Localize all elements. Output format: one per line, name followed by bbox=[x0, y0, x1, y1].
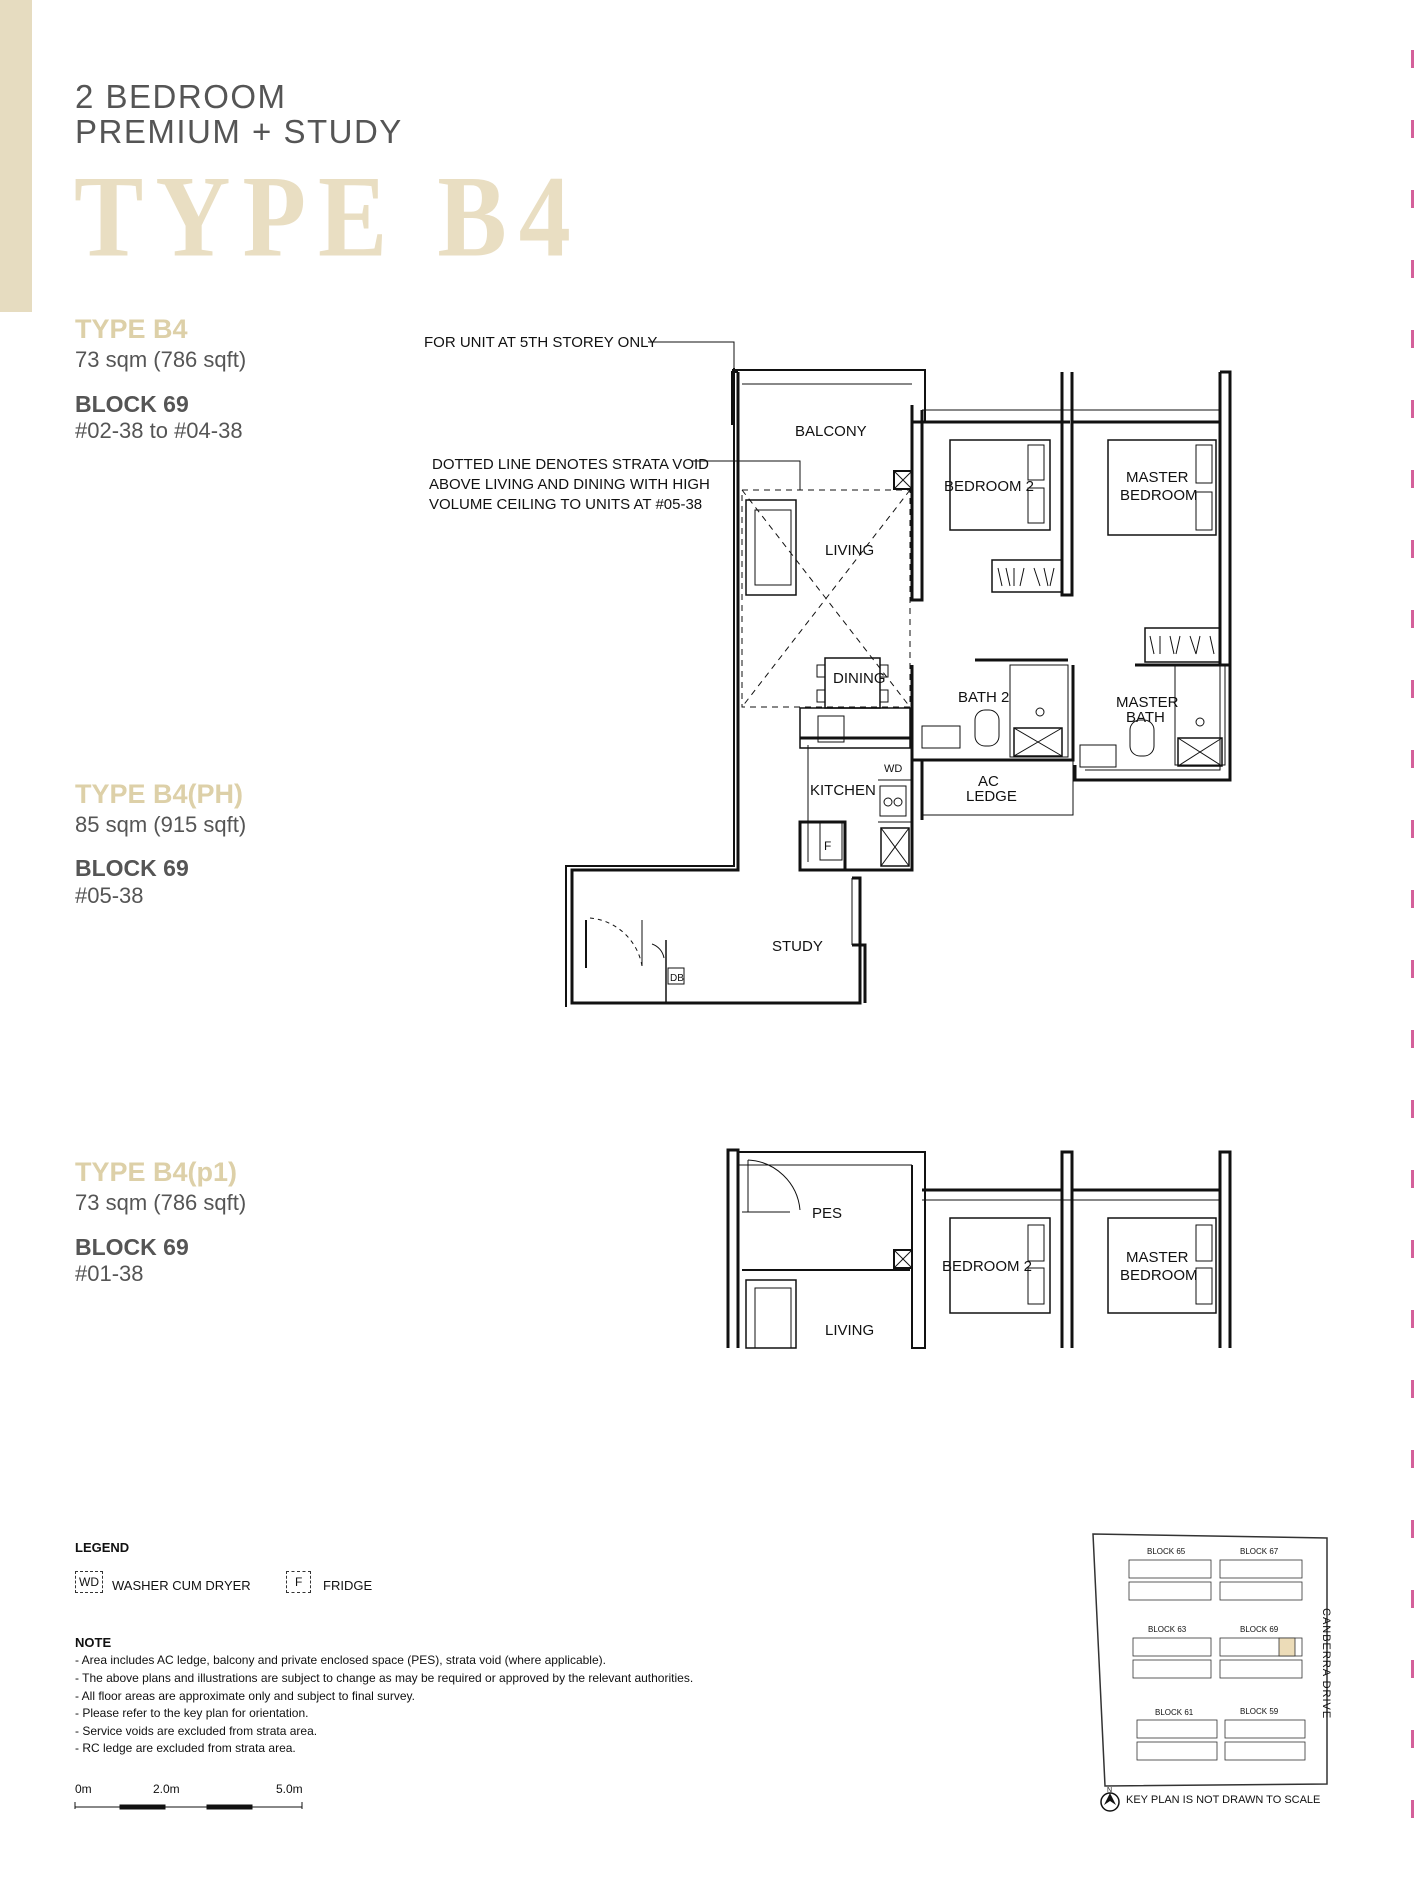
section-block: BLOCK 69 bbox=[75, 855, 189, 881]
section-type-b4p1: TYPE B4(p1) bbox=[75, 1157, 238, 1187]
keyplan-block-69: BLOCK 69 bbox=[1240, 1625, 1279, 1634]
room-label-bedroom2: BEDROOM 2 bbox=[944, 478, 1035, 495]
header-line1: 2 BEDROOM bbox=[75, 78, 287, 115]
annotation-5th-storey: FOR UNIT AT 5TH STOREY ONLY bbox=[424, 334, 658, 351]
key-plan bbox=[1085, 1530, 1335, 1800]
floor-plan-b4-p1 bbox=[0, 1140, 1418, 1360]
legend-title: LEGEND bbox=[75, 1540, 130, 1555]
type-title: TYPE B4 bbox=[74, 152, 583, 282]
note-line: - RC ledge are excluded from strata area. bbox=[75, 1741, 296, 1755]
note-title: NOTE bbox=[75, 1635, 112, 1650]
room-label-master-bedroom-p1-1: MASTER bbox=[1126, 1249, 1189, 1266]
legend-code-wd: WD bbox=[75, 1571, 103, 1593]
section-units: #02-38 to #04-38 bbox=[75, 418, 243, 443]
keyplan-block-65: BLOCK 65 bbox=[1147, 1547, 1186, 1556]
section-units: #01-38 bbox=[75, 1261, 144, 1286]
room-label-dining: DINING bbox=[833, 670, 886, 687]
room-label-bedroom2-p1: BEDROOM 2 bbox=[942, 1258, 1033, 1275]
keyplan-block-59: BLOCK 59 bbox=[1240, 1707, 1279, 1716]
section-area: 73 sqm (786 sqft) bbox=[75, 1190, 247, 1215]
room-label-bath2: BATH 2 bbox=[958, 689, 1010, 706]
section-type-b4ph: TYPE B4(PH) bbox=[75, 779, 244, 809]
annotation-void-line1: DOTTED LINE DENOTES STRATA VOID bbox=[432, 456, 709, 473]
legend-label-wd: WASHER CUM DRYER bbox=[112, 1578, 251, 1593]
room-label-master-bath-1: MASTER bbox=[1116, 694, 1179, 711]
annotation-void-line2: ABOVE LIVING AND DINING WITH HIGH bbox=[429, 476, 710, 493]
room-label-pes: PES bbox=[812, 1205, 843, 1222]
annotation-void-line3: VOLUME CEILING TO UNITS AT #05-38 bbox=[429, 496, 703, 513]
scale-bar bbox=[70, 1797, 310, 1813]
north-arrow-icon bbox=[1097, 1786, 1123, 1814]
note-line: - All floor areas are approximate only and subject to final survey. bbox=[75, 1689, 415, 1703]
room-label-master-bedroom-1: MASTER bbox=[1126, 469, 1189, 486]
room-label-balcony: BALCONY bbox=[795, 423, 867, 440]
section-area: 85 sqm (915 sqft) bbox=[75, 812, 247, 837]
legend-code-f: F bbox=[286, 1571, 311, 1593]
scale-label-2: 2.0m bbox=[153, 1782, 180, 1796]
header-line2: PREMIUM + STUDY bbox=[75, 113, 403, 150]
room-label-master-bath-2: BATH bbox=[1126, 709, 1165, 726]
legend-label-f: FRIDGE bbox=[323, 1578, 373, 1593]
section-area: 73 sqm (786 sqft) bbox=[75, 347, 247, 372]
room-label-master-bedroom-p1-2: BEDROOM bbox=[1120, 1267, 1198, 1284]
note-line: - Please refer to the key plan for orientation. bbox=[75, 1706, 309, 1720]
road-label: CANBERRA DRIVE bbox=[1320, 1608, 1332, 1720]
keyplan-block-63: BLOCK 63 bbox=[1148, 1625, 1187, 1634]
keyplan-block-67: BLOCK 67 bbox=[1240, 1547, 1279, 1556]
room-label-db: DB bbox=[670, 973, 684, 984]
section-units: #05-38 bbox=[75, 883, 144, 908]
note-line: - The above plans and illustrations are subject to change as may be required or approved by the relevant authorities. bbox=[75, 1671, 694, 1685]
room-label-master-bedroom-2: BEDROOM bbox=[1120, 487, 1198, 504]
note-line: - Service voids are excluded from strata area. bbox=[75, 1724, 318, 1738]
room-label-living-p1: LIVING bbox=[825, 1322, 875, 1339]
scale-label-0: 0m bbox=[75, 1782, 92, 1796]
north-label: N bbox=[1107, 1787, 1113, 1794]
room-label-kitchen: KITCHEN bbox=[810, 782, 876, 799]
scale-label-5: 5.0m bbox=[276, 1782, 303, 1796]
room-label-study: STUDY bbox=[772, 938, 823, 955]
keyplan-block-61: BLOCK 61 bbox=[1155, 1708, 1194, 1717]
section-block: BLOCK 69 bbox=[75, 391, 189, 417]
note-line: - Area includes AC ledge, balcony and private enclosed space (PES), strata void (where applicable). bbox=[75, 1653, 606, 1667]
room-label-wd: WD bbox=[884, 763, 903, 775]
keyplan-highlight-unit bbox=[1279, 1638, 1295, 1656]
section-type-b4: TYPE B4 bbox=[75, 314, 188, 344]
room-label-living: LIVING bbox=[825, 542, 875, 559]
room-label-ac-ledge-1: AC bbox=[978, 773, 999, 790]
section-block: BLOCK 69 bbox=[75, 1234, 189, 1260]
room-label-fridge: F bbox=[824, 839, 832, 853]
room-label-ac-ledge-2: LEDGE bbox=[966, 788, 1017, 805]
keyplan-note: KEY PLAN IS NOT DRAWN TO SCALE bbox=[1126, 1794, 1321, 1806]
